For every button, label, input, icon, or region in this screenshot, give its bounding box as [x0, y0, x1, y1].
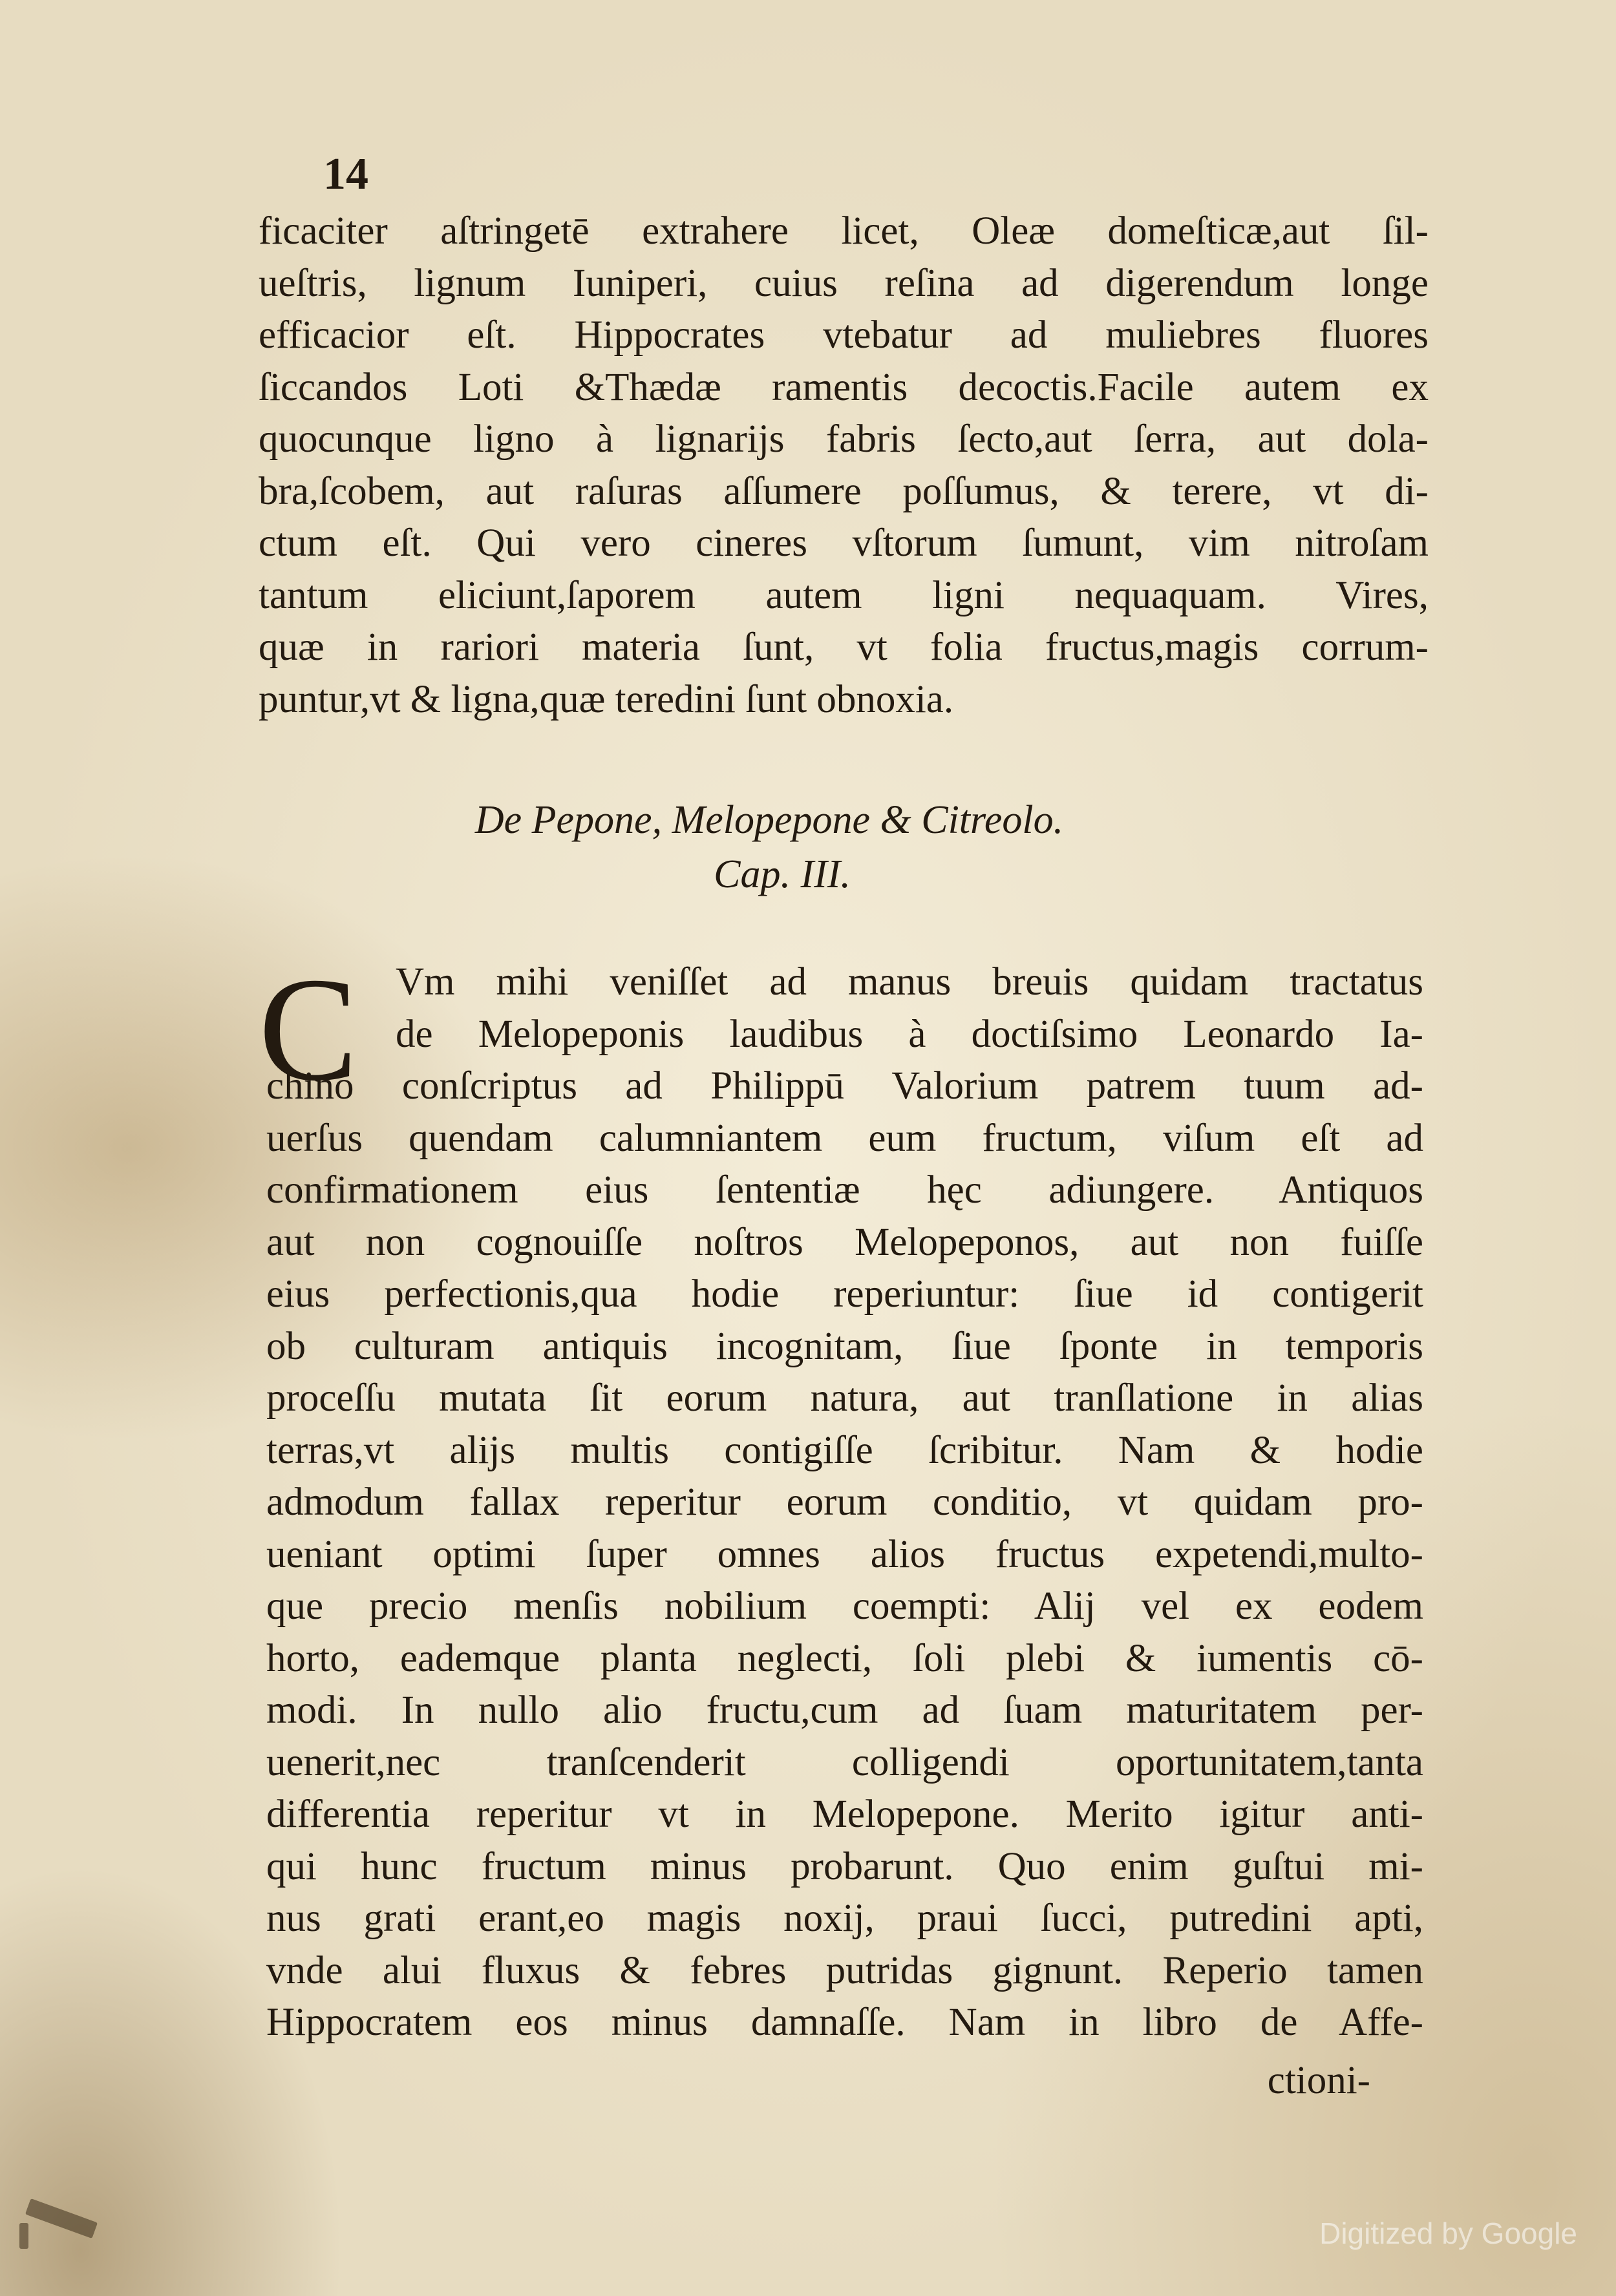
text-line: bra,ſcobem, aut raſuras aſſumere poſſumus, & terere, vt di- [259, 469, 1429, 513]
text-line: Vm mihi veniſſet ad manus breuis quidam tractatus [396, 960, 1423, 1004]
text-line: ueniant optimi ſuper omnes alios fructus expetendi,multo- [266, 1532, 1423, 1576]
text-line: ficaciter aſtringetē extrahere licet, Oleæ domeſticæ,aut ſil- [259, 209, 1429, 253]
text-line: ctum eſt. Qui vero cineres vſtorum ſumunt, vim nitroſam [259, 521, 1429, 565]
text-line: uerſus quendam calumniantem eum fructum, viſum eſt ad [266, 1116, 1423, 1160]
text-line: que precio menſis nobilium coempti: Alij vel ex eodem [266, 1585, 1423, 1628]
drop-cap: C [259, 947, 358, 1111]
text-line: nus grati erant,eo magis noxij, praui ſucci, putredini apti, [266, 1897, 1423, 1940]
paragraph-2 [266, 956, 1423, 2049]
text-line: aut non cognouiſſe noſtros Melopeponos, aut non fuiſſe [266, 1220, 1423, 1264]
text-line: differentia reperitur vt in Melopepone. Merito igitur anti- [266, 1793, 1423, 1836]
ink-smudge [25, 2198, 98, 2238]
text-line: qui hunc fructum minus probarunt. Quo enim guſtui mi- [266, 1844, 1423, 1888]
watermark: Digitized by Google [1319, 2217, 1577, 2250]
text-line: terras,vt alijs multis contigiſſe ſcribitur. Nam & hodie [266, 1428, 1423, 1472]
text-line: modi. In nullo alio fructu,cum ad ſuam maturitatem per- [266, 1689, 1423, 1732]
text-line: uenerit,nec tranſcenderit colligendi oportunitatem,tanta [266, 1740, 1423, 1784]
text-line: admodum fallax reperitur eorum conditio, vt quidam pro- [266, 1480, 1423, 1524]
text-line: de Melopeponis laudibus à doctiſsimo Leonardo Ia- [396, 1012, 1423, 1056]
text-line: puntur,vt & ligna,quæ teredini ſunt obnoxia. [259, 677, 954, 721]
ink-smudge [19, 2223, 28, 2249]
text-line: ob culturam antiquis incognitam, ſiue ſponte in temporis [266, 1324, 1423, 1368]
text-line: quocunque ligno à lignarijs fabris ſecto,aut ſerra, aut dola- [259, 417, 1429, 461]
text-line: eius perfectionis,qua hodie reperiuntur: ſiue id contigerit [266, 1272, 1423, 1316]
text-line: ſiccandos Loti &Thædæ ramentis decoctis.Facile autem ex [259, 365, 1429, 409]
text-line: vnde alui fluxus & febres putridas gignunt. Reperio tamen [266, 1948, 1423, 1992]
chapter-heading: De Pepone, Melopepone & Citreolo. [474, 798, 1064, 842]
text-line: confirmationem eius ſententiæ hęc adiungere. Antiquos [266, 1168, 1423, 1212]
text-line: horto, eademque planta neglecti, ſoli plebi & iumentis cō- [266, 1636, 1423, 1680]
chapter-number: Cap. III. [714, 852, 851, 896]
text-line: chino conſcriptus ad Philippū Valorium patrem tuum ad- [266, 1064, 1423, 1108]
text-line: ueſtris, lignum Iuniperi, cuius reſina ad digerendum longe [259, 261, 1429, 305]
catchword: ctioni- [1267, 2059, 1370, 2102]
text-line: quæ in rariori materia ſunt, vt folia fructus,magis corrum- [259, 626, 1429, 669]
text-line: proceſſu mutata ſit eorum natura, aut tranſlatione in alias [266, 1376, 1423, 1420]
text-line: efficacior eſt. Hippocrates vtebatur ad muliebres fluores [259, 313, 1429, 357]
paragraph-1 [259, 205, 1429, 726]
text-line: Hippocratem eos minus damnaſſe. Nam in libro de Affe- [266, 2001, 1423, 2044]
page-number: 14 [323, 149, 368, 199]
text-line: tantum eliciunt,ſaporem autem ligni nequaquam. Vires, [259, 573, 1429, 617]
